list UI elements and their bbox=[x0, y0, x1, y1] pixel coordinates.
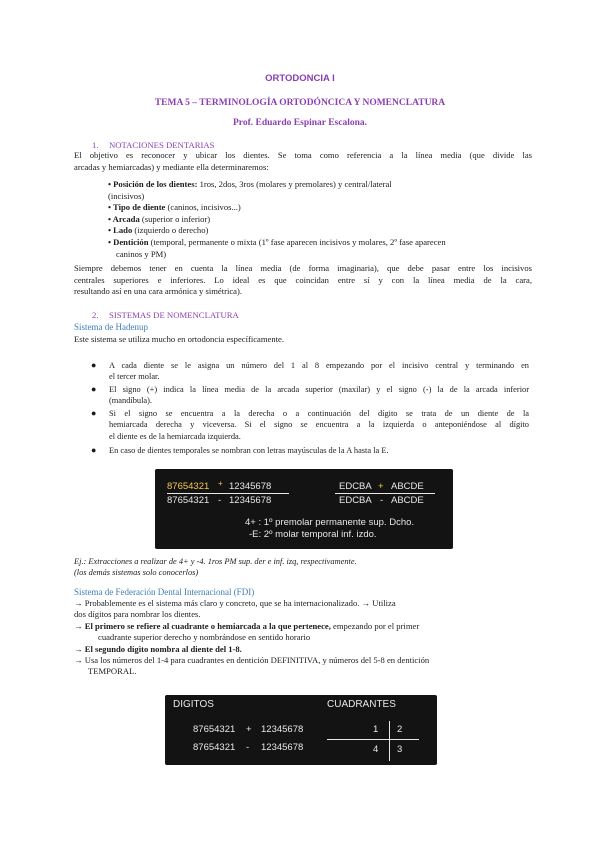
quadrant-vertical-line bbox=[389, 721, 390, 761]
list-item: • Posición de los dientes: 1ros, 2dos, 3ros (molares y premolares) y central/lateral bbox=[108, 179, 392, 189]
list-item: dos dígitos para nombrar los dientes. bbox=[74, 609, 201, 620]
list-item: • Tipo de diente (caninos, incisivos...) bbox=[108, 202, 241, 213]
list-item: → Usa los números del 1-4 para cuadrantes en dentición DEFINITIVA, y números del 5-8 en dentición bbox=[74, 655, 430, 666]
list-item: → Probablemente es el sistema más claro y concreto, que se ha internacionalizado. → Utiliza bbox=[74, 598, 396, 608]
upper-left-digits: 12345678 bbox=[261, 724, 304, 735]
course-title: ORTODONCIA I bbox=[265, 73, 335, 84]
professor-name: Prof. Eduardo Espinar Escalona. bbox=[233, 118, 367, 128]
quadrant-2: 2 bbox=[397, 724, 403, 735]
quadrants-label: CUADRANTES bbox=[327, 699, 396, 710]
lower-right-digits: 87654321 bbox=[167, 495, 210, 506]
quadrant-1: 1 bbox=[373, 724, 379, 735]
lower-sign: - bbox=[246, 742, 250, 753]
temp-upper-sign: + bbox=[378, 481, 384, 492]
hadenup-title: Sistema de Hadenup bbox=[74, 322, 148, 332]
diagram-note-1: 4+ : 1º premolar permanente sup. Dcho. bbox=[245, 517, 415, 528]
list-item: → El segundo dígito nombra al diente del 1-8. bbox=[74, 643, 242, 654]
temp-lower-right: EDCBA bbox=[339, 495, 372, 506]
hadenup-example: Ej.: Extracciones a realizar de 4+ y -4. 1ros PM sup. der e inf. izq, respectivamente. (los demás sistemas solo conocerlos) bbox=[74, 557, 357, 577]
upper-right-digits: 87654321 bbox=[193, 724, 236, 735]
bullet-icon: ● bbox=[91, 384, 97, 394]
quadrant-4: 4 bbox=[373, 744, 379, 755]
upper-left-digits: 12345678 bbox=[229, 481, 272, 492]
section1-closing: Siempre debemos tener en cuenta la línea media (de forma imaginaria), que debe pasar entre los incisivos centrales superiores e inferiores. Lo ideal es que coincidan entre sí y con la línea media de la cara, resultando así en una cara armónica y simétrica). bbox=[74, 263, 532, 297]
quadrant-3: 3 bbox=[397, 744, 403, 755]
list-item: → El primero se refiere al cuadrante o hemiarcada a la que pertenece, empezando por el primer bbox=[74, 620, 420, 631]
section1-intro: El objetivo es reconocer y ubicar los dientes. Se toma como referencia a la línea media (que divide las arcadas y hemiarcadas) y mediante ella determinaremos: bbox=[74, 150, 532, 172]
temp-lower-left: ABCDE bbox=[391, 495, 424, 506]
digits-label: DIGITOS bbox=[173, 699, 214, 710]
lower-right-digits: 87654321 bbox=[193, 742, 236, 753]
bullet-icon: ● bbox=[91, 408, 97, 418]
list-item: (incisivos) bbox=[108, 190, 145, 201]
list-item: caninos y PM) bbox=[116, 248, 167, 259]
temp-upper-right: EDCBA bbox=[339, 481, 372, 492]
divider-line bbox=[335, 493, 435, 494]
list-item: • Lado (izquierdo o derecho) bbox=[108, 225, 209, 236]
fdi-diagram bbox=[165, 695, 437, 765]
list-item: cuadrante superior derecho y nombrándose en sentido horario bbox=[98, 632, 311, 643]
notation-list bbox=[108, 179, 548, 260]
temp-upper-left: ABCDE bbox=[391, 481, 424, 492]
temp-lower-sign: - bbox=[380, 495, 384, 506]
hadenup-diagram bbox=[155, 469, 453, 549]
list-item: • Arcada (superior o inferior) bbox=[108, 213, 211, 224]
document-page: ORTODONCIA I TEMA 5 – TERMINOLOGÍA ORTODÓNCICA Y NOMENCLATURA Prof. Eduardo Espinar Escalona. 1. NOTACIONES DENTARIAS El objetivo es reconocer y ubicar los dientes. Se toma como referencia a la línea media (que divide las arcadas y hemiarcadas) y mediante ella determinaremos: • Posición de los dientes: 1ros, 2dos, 3ros (molares y premolares) y central/lateral (incisivos) • Tipo de diente (caninos, incisivos...) • Arcada (superior o inferior) • Lado (izquierdo o derecho) • Dentición (temporal, permanente o mixta (1º fase aparecen incisivos y molares, 2º fase aparecen caninos y PM) Siempre debemos tener en cuenta la línea media (de forma imaginaria), que debe pasar entre los incisivos centrales superiores e inferiores. Lo ideal es que coincidan entre sí y con la línea media de la cara, resultando así en una cara armónica y simétrica). 2. SISTEMAS DE NOMENCLATURA Sistema de Hadenup Este sistema se utiliza mucho en ortodoncia específicamente. ● A cada diente se le asigna un número del 1 al 8 empezando por el incisivo central y terminando en el tercer molar. ● El signo (+) indica la línea media de la arcada superior (maxilar) y el signo (-) la de la arcada inferior (mandíbula). ● Si el signo se encuentra a la derecha o a continuación del dígito se trata de un diente de la hemiarcada derecha y viceversa. Si el signo se encuentra a la izquierda o anteponiéndose al dígito el diente es de la hemiarcada izquierda. ● En caso de dientes temporales se nombran con letras mayúsculas de la A hasta la E. 87654321 + 12345678 87654321 - 12345678 EDCBA + ABCDE EDCBA - ABCDE 4+ : 1º premolar permanente sup. Dcho. -E: 2º molar temporal inf. izdo. Ej.: Extracciones a realizar de 4+ y -4. 1ros PM sup. der e inf. izq, respectivamente. (los demás sistemas solo conocerlos) Sistema de Federación Dental Internacional (FDI) → Probablemente es el sistema más claro y concreto, que se ha internacionalizado. → Utiliza dos dígitos para nombrar los dientes. → El primero se refiere al cuadrante o hemiarcada a la que pertenece, empezando por el primer cuadrante superior derecho y nombrándose en sentido horario → El segundo dígito nombra al diente del 1-8. → Usa los números del 1-4 para cuadrantes en dentición DEFINITIVA, y números del 5-8 en dentición TEMPORAL. DIGITOS CUADRANTES 87654321 + 12345678 87654321 - 12345678 1 2 4 3 bbox=[0, 0, 600, 848]
fdi-title: Sistema de Federación Dental Internacional (FDI) bbox=[74, 587, 255, 597]
bullet-icon: ● bbox=[91, 445, 97, 455]
upper-sign: + bbox=[246, 724, 252, 735]
upper-right-digits: 87654321 bbox=[167, 481, 210, 492]
diagram-note-2: -E: 2º molar temporal inf. izdo. bbox=[249, 529, 377, 540]
lower-sign: - bbox=[218, 495, 222, 506]
list-item: • Dentición (temporal, permanente o mixta (1º fase aparecen incisivos y molares, 2º fase aparecen bbox=[108, 236, 446, 247]
hadenup-intro: Este sistema se utiliza mucho en ortodoncia específicamente. bbox=[74, 334, 284, 344]
divider-line bbox=[167, 493, 289, 494]
fdi-description bbox=[74, 598, 534, 678]
quadrant-horizontal-line bbox=[327, 739, 419, 740]
bullet-icon: ● bbox=[91, 360, 97, 370]
list-item: TEMPORAL. bbox=[88, 666, 137, 677]
topic-title: TEMA 5 – TERMINOLOGÍA ORTODÓNCICA Y NOMENCLATURA bbox=[154, 98, 446, 108]
lower-left-digits: 12345678 bbox=[261, 742, 304, 753]
lower-left-digits: 12345678 bbox=[229, 495, 272, 506]
upper-sign: + bbox=[218, 479, 223, 488]
